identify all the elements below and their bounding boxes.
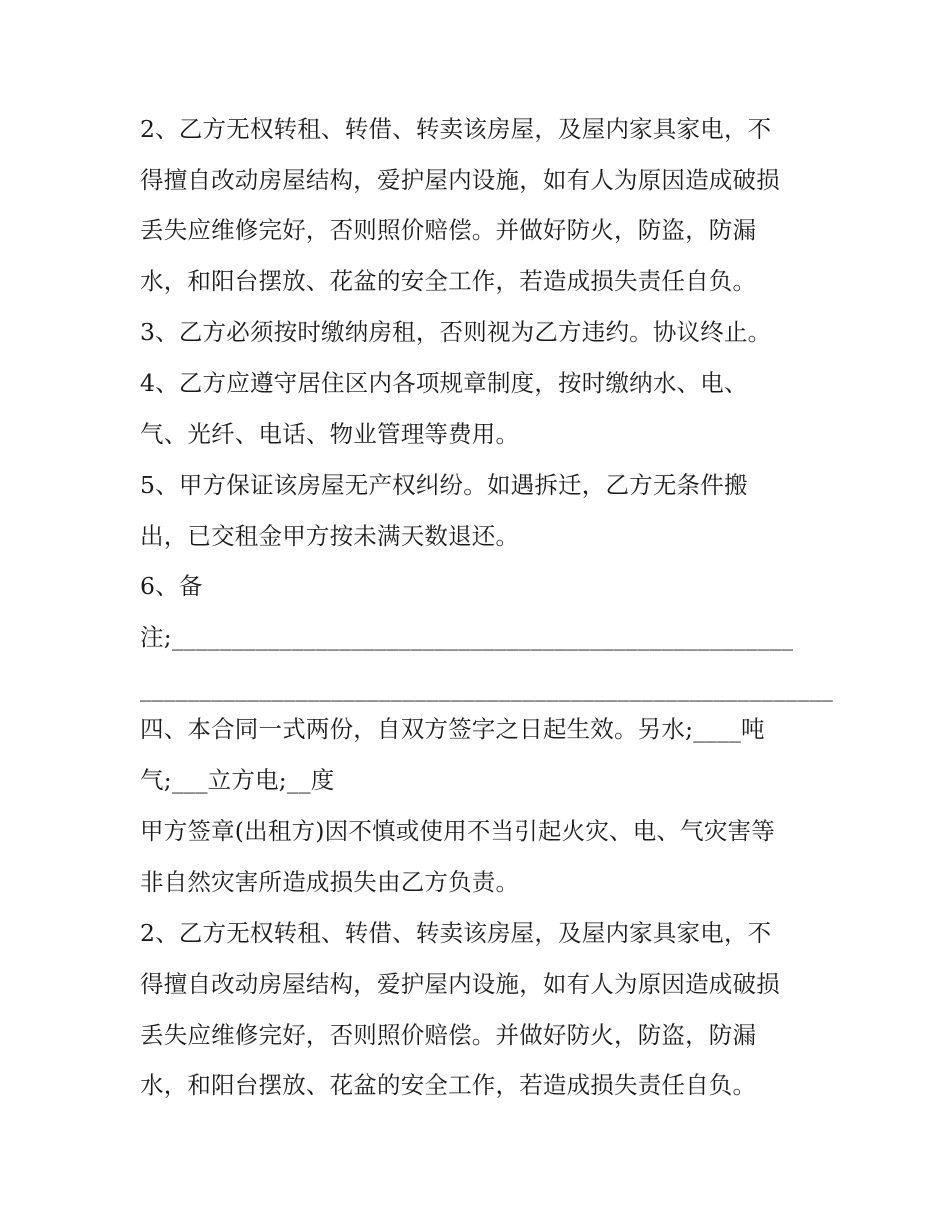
text-line: 得擅自改动房屋结构，爱护屋内设施，如有人为原因造成破损	[140, 166, 780, 194]
text-line: 4、乙方应遵守居住区内各项规章制度，按时缴纳水、电、	[140, 369, 748, 397]
text-line: 2、乙方无权转租、转借、转卖该房屋，及屋内家具家电，不	[140, 919, 772, 947]
text-line: 四、本合同一式两份，自双方签字之日起生效。另水;____吨	[140, 715, 765, 743]
text-line: 2、乙方无权转租、转借、转卖该房屋，及屋内家具家电，不	[140, 115, 772, 143]
text-line: 非自然灾害所造成损失由乙方负责。	[140, 868, 520, 896]
text-line: 6、备	[140, 572, 203, 600]
text-line: 注;____________________________________________________	[140, 623, 794, 651]
text-line: 气、光纤、电话、物业管理等费用。	[140, 420, 520, 448]
text-line: 3、乙方必须按时缴纳房租，否则视为乙方违约。协议终止。	[140, 318, 772, 346]
text-line: 丢失应维修完好，否则照价赔偿。并做好防火，防盗，防漏	[140, 1021, 757, 1049]
text-line: 甲方签章(出租方)因不慎或使用不当引起火灾、电、气灾害等	[140, 817, 775, 845]
text-line: 5、甲方保证该房屋无产权纠纷。如遇拆迁，乙方无条件搬	[140, 471, 748, 499]
text-line: 水，和阳台摆放、花盆的安全工作，若造成损失责任自负。	[140, 267, 757, 295]
text-line: __________________________________________________________	[140, 674, 834, 702]
text-line: 得擅自改动房屋结构，爱护屋内设施，如有人为原因造成破损	[140, 970, 780, 998]
text-line: 水，和阳台摆放、花盆的安全工作，若造成损失责任自负。	[140, 1071, 757, 1099]
text-line: 丢失应维修完好，否则照价赔偿。并做好防火，防盗，防漏	[140, 216, 757, 244]
text-line: 气;___立方电;__度	[140, 766, 335, 794]
text-line: 出，已交租金甲方按未满天数退还。	[140, 522, 520, 550]
